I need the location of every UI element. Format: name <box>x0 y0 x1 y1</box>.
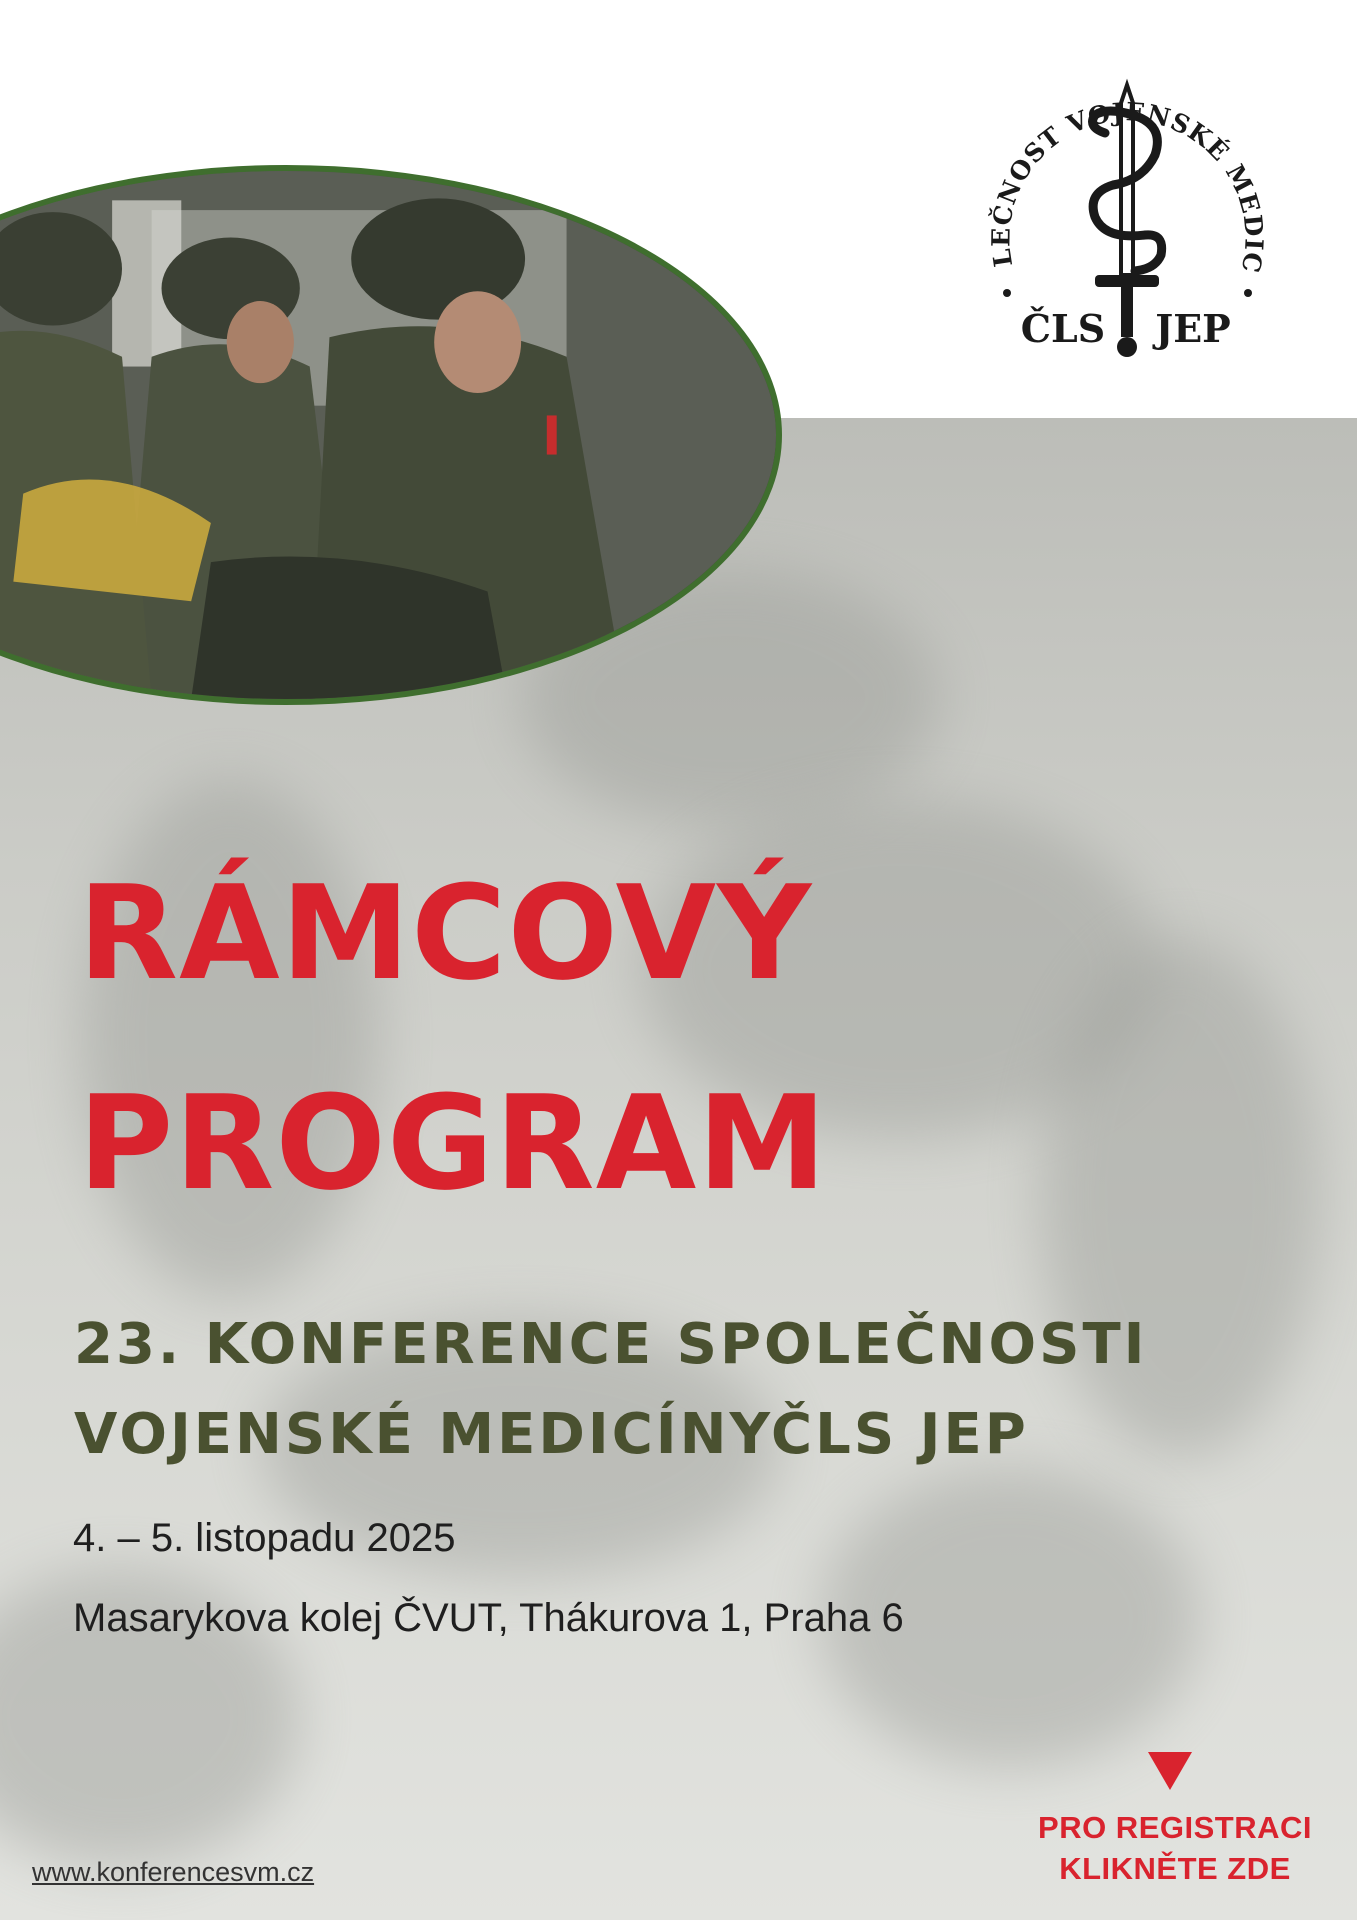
subtitle-line-2: VOJENSKÉ MEDICÍNYČLS JEP <box>74 1402 1029 1467</box>
website-link[interactable]: www.konferencesvm.cz <box>32 1857 315 1887</box>
registration-line-1: PRO REGISTRACI <box>1038 1810 1312 1845</box>
svg-text:SPOLEČNOST VOJENSKÉ MEDICÍNY <box>955 45 1269 276</box>
event-venue: Masarykova kolej ČVUT, Thákurova 1, Praha 6 <box>73 1596 904 1640</box>
title-line-1: RÁMCOVÝ <box>78 857 813 1009</box>
logo-left-text: ČLS <box>1020 306 1106 351</box>
title-line-2: PROGRAM <box>78 1067 828 1219</box>
logo-right-text: JEP <box>1155 306 1231 351</box>
event-date: 4. – 5. listopadu 2025 <box>73 1516 456 1560</box>
subtitle-line-1: 23. KONFERENCE SPOLEČNOSTI <box>74 1312 1148 1377</box>
triangle-down-icon <box>1148 1752 1192 1790</box>
registration-link[interactable] <box>1030 1808 1320 1890</box>
registration-line-2: KLIKNĚTE ZDE <box>1059 1850 1291 1886</box>
society-logo <box>955 45 1300 390</box>
logo-ring-text: LEČNOST VOJENSKÉ MEDIC <box>986 97 1269 276</box>
